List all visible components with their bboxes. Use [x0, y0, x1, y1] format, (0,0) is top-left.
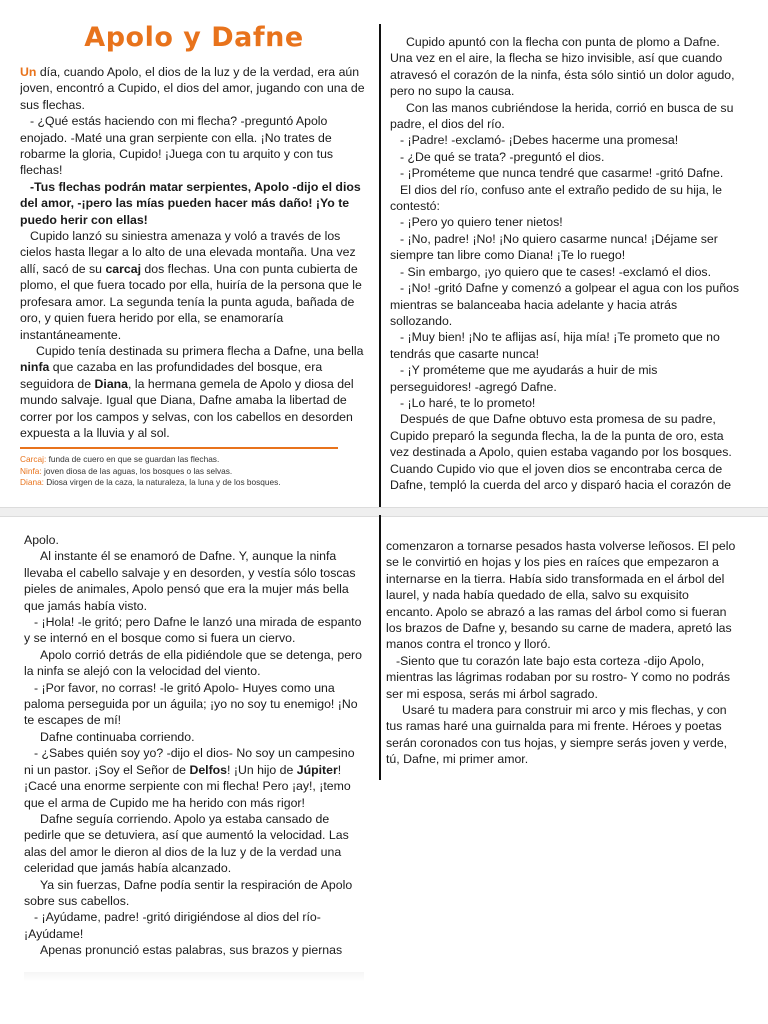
dialogue-line: - ¿Sabes quién soy yo? -dijo el dios- No soy un campesino ni un pastor. ¡Soy el Señor de Delfos! ¡Un hijo de Júpiter! ¡Cacé una enorme serpiente con mi flecha! Pero ¡ay!, ¡temo que el arma de Cupido me ha herido con más rigor! — [24, 746, 355, 810]
dialogue-line: -Siento que tu corazón late bajo esta corteza -dijo Apolo, mientras las lágrimas rodaban por su rostro- Y como no podrás ser mi esposa, serás mi árbol sagrado. — [386, 653, 731, 701]
glossary — [20, 454, 368, 489]
paragraph: El dios del río, confuso ante el extraño pedido de su hija, le contestó: — [390, 182, 722, 214]
paragraph: Apenas pronunció estas palabras, sus brazos y piernas — [40, 943, 343, 958]
dialogue-line: - ¡Padre! -exclamó- ¡Debes hacerme una promesa! — [400, 133, 679, 148]
glossary-item: Ninfa: joven diosa de las aguas, los bosques o las selvas. — [20, 465, 233, 476]
dialogue-line: - ¡Hola! -le gritó; pero Dafne le lanzó una mirada de espanto y se internó en el bosque como si fuera un ciervo. — [24, 615, 362, 646]
panel-shadow — [24, 972, 364, 982]
panel-bottom-left — [24, 532, 364, 972]
paragraph: Un día, cuando Apolo, el dios de la luz y de la verdad, era aún joven, encontró a Cupido, el dios del amor, jugando con una de sus flechas. — [20, 65, 365, 112]
panel-bottom-right — [386, 538, 736, 778]
column-divider-bottom — [379, 515, 381, 780]
dialogue-line: - ¡No! -gritó Dafne y comenzó a golpear el agua con los puños mientras se balanceaba hacia adelante y hacia atrás sollozando. — [390, 281, 740, 328]
paragraph: Ya sin fuerzas, Dafne podía sentir la respiración de Apolo sobre sus cabellos. — [24, 877, 353, 908]
paragraph: Dafne continuaba corriendo. — [40, 729, 195, 744]
dialogue-line: - ¡Por favor, no corras! -le gritó Apolo- Huyes como una paloma perseguida por un águila; ¡yo no soy tu enemigo! ¡No te escapes de mí! — [24, 680, 358, 728]
dialogue-line: - ¡Lo haré, te lo prometo! — [400, 395, 536, 410]
paragraph: comenzaron a tornarse pesados hasta volverse leñosos. El pelo se le convirtió en hojas y los pies en raíces que empezaron a internarse en la tierra. Había sido transformada en el árbol del laurel, y nada había quedado de ella, salvo su exquisito encanto. Apolo se abrazó a las ramas del árbol como si fueran los brazos de Dafne y, besando su carne de madera, apretó las manos contra el tronco y lloró. — [386, 539, 736, 652]
paragraph: Dafne seguía corriendo. Apolo ya estaba cansado de pedirle que se detuviera, así que aumentó la velocidad. Las alas del amor le dieron al dios de la luz y de la verdad una celeridad que jamás había alcanzado. — [24, 811, 349, 876]
panel-top-left — [20, 22, 368, 496]
paragraph: Cupido apuntó con la flecha con punta de plomo a Dafne. Una vez en el aire, la flecha se hizo invisible, así que cuando atravesó el corazón de la ninfa, ésta sólo sintió un dolor agudo, pero no supo la causa. — [390, 35, 735, 99]
paragraph: Cupido lanzó su siniestra amenaza y voló a través de los cielos hasta llegar a lo alto de una elevada montaña. Una vez allí, sacó de su carcaj dos flechas. Una con punta cubierta de plomo, el que fuera tocado por ella, huiría de la persona que le profesara amor. La segunda tenía la punta aguda, bañada de oro, y quien fuera herido por ella, se enamoraría instantáneamente. — [20, 229, 362, 342]
dialogue-line: - ¡Muy bien! ¡No te aflijas así, hija mía! ¡Te prometo que no tendrás que casarte nunca! — [390, 330, 720, 361]
dialogue-line: - ¡Y prométeme que me ayudarás a huir de mis perseguidores! -agregó Dafne. — [390, 363, 658, 394]
dialogue-line: - ¡Prométeme que nunca tendré que casarme! -gritó Dafne. — [400, 166, 724, 181]
drop-cap: Un — [20, 65, 37, 79]
paragraph: Usaré tu madera para construir mi arco y mis flechas, y con tus ramas haré una guirnalda para mi frente. Héroes y poetas serán coronados con tus hojas, y siempre serás joven y verde, tú, Dafne, mi primer amor. — [386, 703, 728, 767]
paragraph: Al instante él se enamoró de Dafne. Y, aunque la ninfa llevaba el cabello salvaje y en desorden, y vestía sólo toscas pieles de animales, Apolo pensó que era la mujer más bella que jamás había visto. — [24, 549, 356, 613]
paragraph: Con las manos cubriéndose la herida, corrió en busca de su padre, el dios del río. — [390, 100, 734, 132]
story-title: Apolo y Dafne — [84, 22, 304, 53]
paragraph: Después de que Dafne obtuvo esta promesa de su padre, Cupido preparó la segunda flecha, la de la punta de oro, esta vez destinada a Apolo, quien estaba vagando por los bosques. Cuando Cupido vio que el joven dios se encontraba cerca de Dafne, templó la cuerda del arco y disparó hacia el corazón de — [390, 412, 732, 492]
dialogue-line: - ¡Ayúdame, padre! -gritó dirigiéndose al dios del río- ¡Ayúdame! — [24, 910, 321, 941]
glossary-item: Carcaj: funda de cuero en que se guardan las flechas. — [20, 454, 220, 465]
dialogue-line: - ¡Pero yo quiero tener nietos! — [400, 215, 563, 230]
paragraph: Cupido tenía destinada su primera flecha a Dafne, una bella ninfa que cazaba en las profundidades del bosque, era seguidora de Diana, la hermana gemela de Apolo y diosa del mundo salvaje. Igual que Diana, Dafne amaba la libertad de correr por los campos y selvas, con los cabellos en desorden expuesta a la lluvia y al sol. — [20, 343, 364, 440]
paragraph: Apolo. — [24, 533, 59, 547]
column-divider-top — [379, 24, 381, 508]
paragraph: Apolo corrió detrás de ella pidiéndole que se detenga, pero la ninfa se alejó con la velocidad del viento. — [24, 647, 362, 679]
page-divider — [0, 507, 768, 517]
glossary-rule — [20, 447, 338, 449]
dialogue-line: - Sin embargo, ¡yo quiero que te cases! -exclamó el dios. — [400, 264, 711, 279]
paragraph: -Tus flechas podrán matar serpientes, Apolo -dijo el dios del amor, -¡pero las mías pueden hacer más daño! ¡Yo te puedo herir con ellas! — [20, 179, 361, 227]
paragraph: - ¿Qué estás haciendo con mi flecha? -preguntó Apolo enojado. -Maté una gran serpiente con ella. ¡No trates de robarme la gloria, Cupido! ¡Juega con tu arquito y con tus flechas! — [20, 114, 334, 178]
dialogue-line: - ¿De qué se trata? -preguntó el dios. — [400, 149, 605, 164]
dialogue-line: - ¡No, padre! ¡No! ¡No quiero casarme nunca! ¡Déjame ser siempre tan libre como Diana! ¡Te lo ruego! — [390, 231, 718, 263]
panel-top-right — [390, 34, 740, 496]
glossary-item: Diana: Diosa virgen de la caza, la naturaleza, la luna y de los bosques. — [20, 477, 281, 488]
